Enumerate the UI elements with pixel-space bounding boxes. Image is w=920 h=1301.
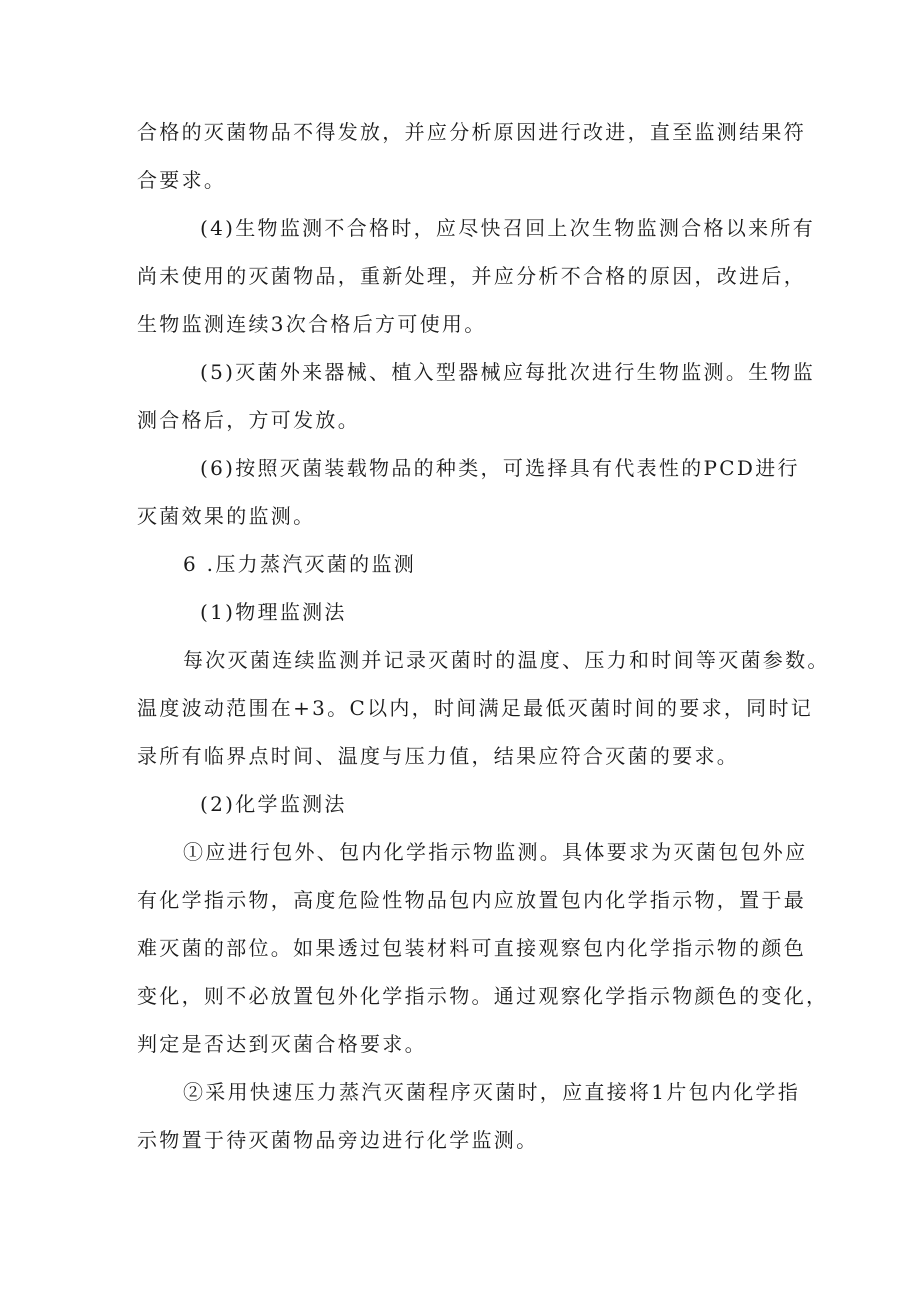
text-line: 温度波动范围在+3。C以内，时间满足最低灭菌时间的要求，同时记: [137, 696, 814, 720]
text-line: 测合格后，方可发放。: [137, 408, 360, 432]
text-line: (4)生物监测不合格时，应尽快召回上次生物监测合格以来所有: [200, 216, 816, 240]
text-line: ②采用快速压力蒸汽灭菌程序灭菌时，应直接将1片包内化学指: [183, 1080, 801, 1104]
text-line: (6)按照灭菌装载物品的种类，可选择具有代表性的PCD进行: [200, 456, 800, 480]
text-line: 示物置于待灭菌物品旁边进行化学监测。: [137, 1128, 539, 1152]
text-line: 难灭菌的部位。如果透过包装材料可直接观察包内化学指示物的颜色: [137, 936, 806, 960]
text-line: 生物监测连续3次合格后方可使用。: [137, 312, 487, 336]
subsection-heading: (1)物理监测法: [200, 600, 347, 624]
text-line: 判定是否达到灭菌合格要求。: [137, 1032, 427, 1056]
text-line: 变化，则不必放置包外化学指示物。通过观察化学指示物颜色的变化，: [137, 984, 829, 1008]
text-line: 灭菌效果的监测。: [137, 504, 316, 528]
text-line: 每次灭菌连续监测并记录灭菌时的温度、压力和时间等灭菌参数。: [183, 648, 830, 672]
text-line: 合要求。: [137, 168, 227, 192]
text-line: ①应进行包外、包内化学指示物监测。具体要求为灭菌包包外应: [183, 840, 808, 864]
text-line: (5)灭菌外来器械、植入型器械应每批次进行生物监测。生物监: [200, 360, 816, 384]
text-line: 录所有临界点时间、温度与压力值，结果应符合灭菌的要求。: [137, 744, 740, 768]
subsection-heading: (2)化学监测法: [200, 792, 347, 816]
text-line: 尚未使用的灭菌物品，重新处理，并应分析不合格的原因，改进后，: [137, 264, 806, 288]
section-heading: 6 .压力蒸汽灭菌的监测: [183, 552, 417, 576]
text-line: 合格的灭菌物品不得发放，并应分析原因进行改进，直至监测结果符: [137, 120, 806, 144]
text-line: 有化学指示物，高度危险性物品包内应放置包内化学指示物，置于最: [137, 888, 806, 912]
